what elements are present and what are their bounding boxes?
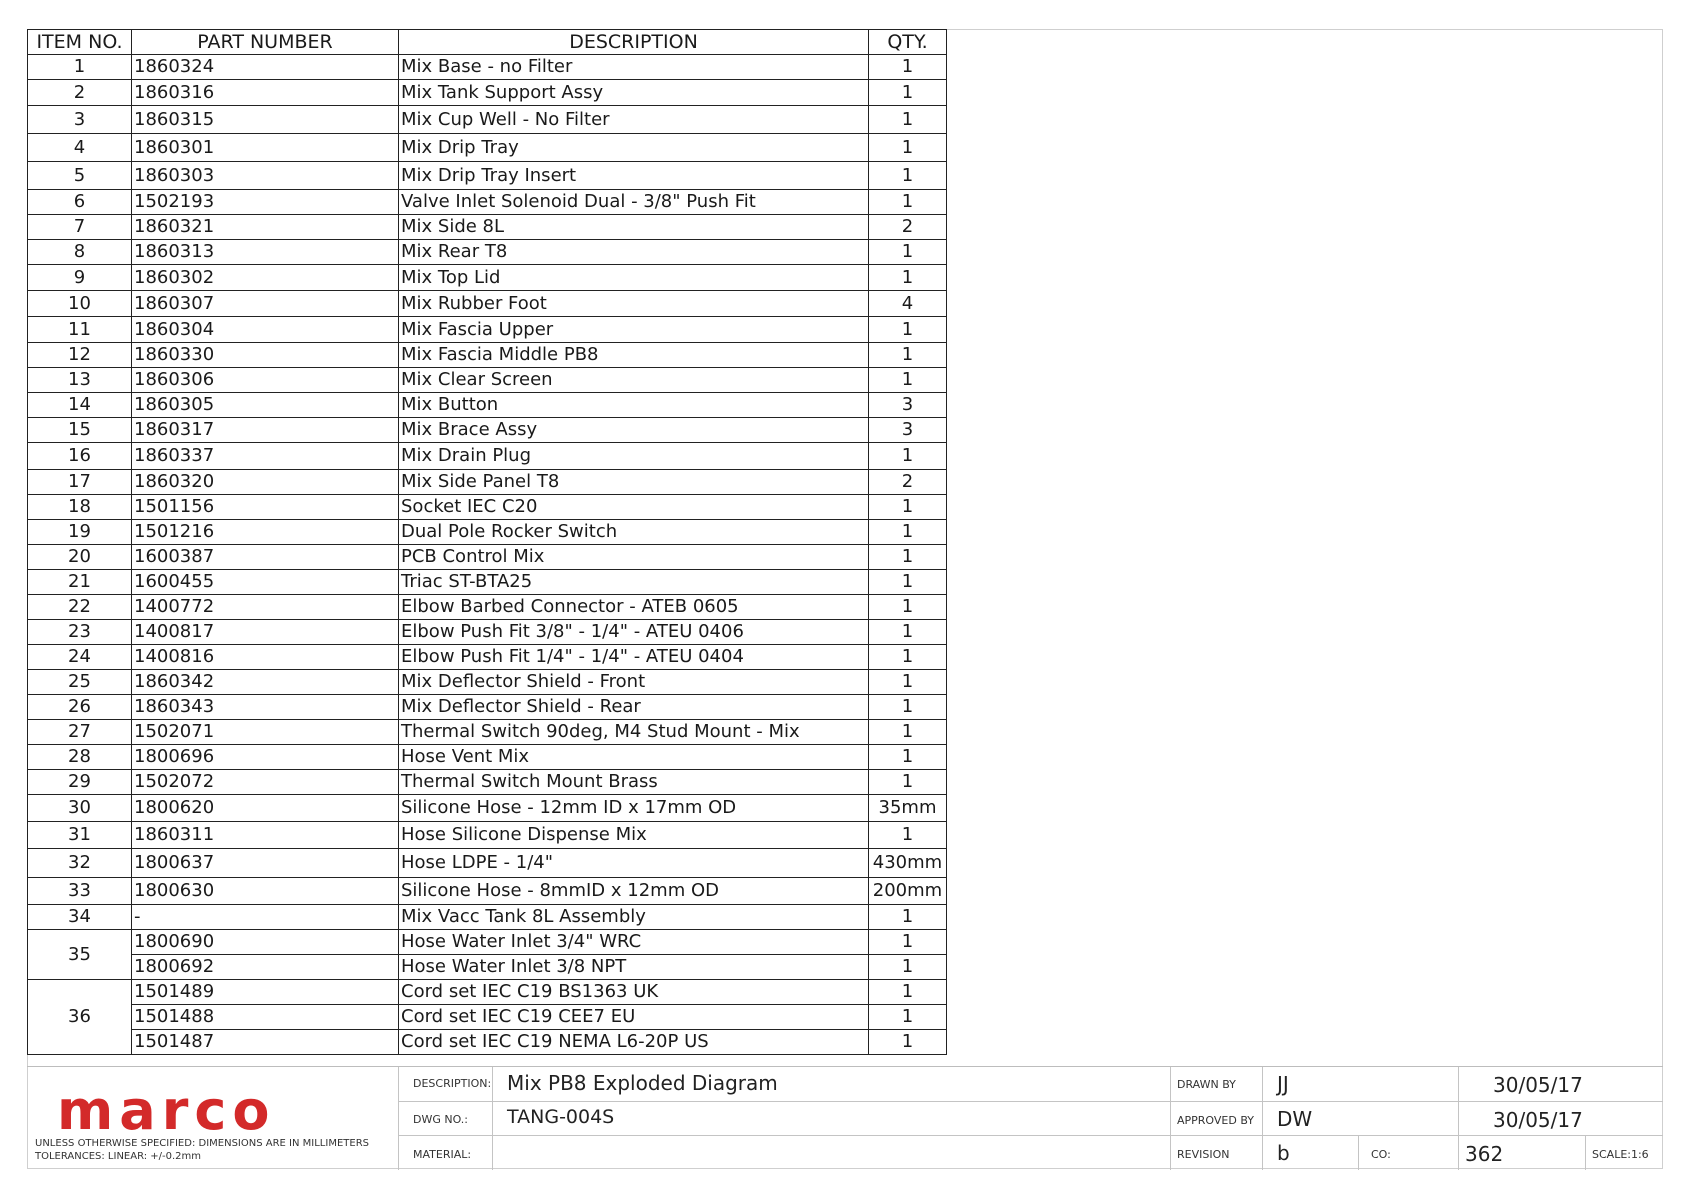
description-cell: Mix Rear T8 (399, 240, 869, 265)
qty-cell: 1 (869, 545, 947, 570)
item-no-cell: 3 (28, 106, 132, 134)
item-no-cell: 22 (28, 595, 132, 620)
item-no-cell: 1 (28, 55, 132, 80)
qty-cell: 35mm (869, 795, 947, 822)
part-number-cell: 1860305 (132, 393, 399, 418)
bill-of-materials-table (27, 29, 947, 1055)
table-row (28, 1005, 947, 1030)
description-cell: Mix Cup Well - No Filter (399, 106, 869, 134)
description-cell: Mix Top Lid (399, 265, 869, 291)
table-row (28, 905, 947, 930)
item-no-cell: 18 (28, 495, 132, 520)
part-number-cell: 1860330 (132, 343, 399, 368)
qty-cell: 1 (869, 1030, 947, 1055)
description-cell: Hose LDPE - 1/4" (399, 849, 869, 878)
qty-cell: 1 (869, 443, 947, 470)
qty-cell: 1 (869, 343, 947, 368)
part-number-cell: 1502193 (132, 190, 399, 215)
table-row (28, 520, 947, 545)
table-row (28, 670, 947, 695)
table-row (28, 955, 947, 980)
item-no-cell: 36 (28, 980, 132, 1055)
dwg-label-cell (398, 1101, 492, 1135)
qty-cell: 1 (869, 520, 947, 545)
scale-label: SCALE:1:6 (1592, 1148, 1649, 1161)
table-row (28, 545, 947, 570)
description-cell: Hose Silicone Dispense Mix (399, 822, 869, 849)
qty-cell: 430mm (869, 849, 947, 878)
table-row (28, 368, 947, 393)
item-no-cell: 7 (28, 215, 132, 240)
part-number-cell: 1860342 (132, 670, 399, 695)
qty-cell: 2 (869, 215, 947, 240)
qty-cell: 1 (869, 240, 947, 265)
description-label-cell (398, 1067, 492, 1101)
table-row (28, 849, 947, 878)
part-number-cell: 1860315 (132, 106, 399, 134)
part-number-cell: 1860337 (132, 443, 399, 470)
qty-cell: 200mm (869, 878, 947, 905)
item-no-cell: 2 (28, 80, 132, 106)
description-cell: Mix Deflector Shield - Front (399, 670, 869, 695)
table-row (28, 720, 947, 745)
qty-cell: 1 (869, 368, 947, 393)
item-no-cell: 9 (28, 265, 132, 291)
description-cell: Mix Deflector Shield - Rear (399, 695, 869, 720)
description-cell: Mix Rubber Foot (399, 291, 869, 317)
description-cell: Mix Fascia Upper (399, 317, 869, 343)
qty-cell: 1 (869, 822, 947, 849)
table-row (28, 930, 947, 955)
drawn-by-label: DRAWN BY (1177, 1078, 1236, 1091)
dwg-label: DWG NO.: (413, 1113, 469, 1126)
table-row (28, 822, 947, 849)
description-cell: Valve Inlet Solenoid Dual - 3/8" Push Fit (399, 190, 869, 215)
part-number-cell: 1800620 (132, 795, 399, 822)
table-row (28, 1030, 947, 1055)
item-no-cell: 15 (28, 418, 132, 443)
part-number-cell: 1800692 (132, 955, 399, 980)
table-row (28, 240, 947, 265)
item-no-cell: 31 (28, 822, 132, 849)
description-cell: Elbow Barbed Connector - ATEB 0605 (399, 595, 869, 620)
item-no-cell: 29 (28, 770, 132, 795)
item-no-cell: 14 (28, 393, 132, 418)
drawn-date-cell (1458, 1067, 1663, 1101)
table-row (28, 645, 947, 670)
part-number-cell: 1860311 (132, 822, 399, 849)
qty-cell: 1 (869, 190, 947, 215)
table-row (28, 343, 947, 368)
description-cell: Hose Water Inlet 3/8 NPT (399, 955, 869, 980)
qty-cell: 1 (869, 720, 947, 745)
part-number-cell: 1860306 (132, 368, 399, 393)
revision-label: REVISION (1177, 1148, 1230, 1161)
qty-cell: 1 (869, 1005, 947, 1030)
table-row (28, 55, 947, 80)
item-no-cell: 32 (28, 849, 132, 878)
drawn-by-label-cell (1170, 1067, 1262, 1101)
qty-cell: 1 (869, 265, 947, 291)
qty-cell: 3 (869, 418, 947, 443)
approved-date-cell (1458, 1101, 1663, 1135)
item-no-cell: 16 (28, 443, 132, 470)
part-number-cell: 1860303 (132, 162, 399, 190)
co-value: 362 (1465, 1142, 1504, 1166)
part-number-cell: 1800630 (132, 878, 399, 905)
table-row (28, 570, 947, 595)
material-label: MATERIAL: (413, 1148, 472, 1161)
qty-cell: 1 (869, 55, 947, 80)
part-number-cell: 1860301 (132, 134, 399, 162)
qty-cell: 1 (869, 570, 947, 595)
table-row (28, 418, 947, 443)
part-number-cell: 1400816 (132, 645, 399, 670)
table-row (28, 595, 947, 620)
table-row (28, 317, 947, 343)
item-no-cell: 17 (28, 470, 132, 495)
material-label-cell (398, 1135, 492, 1170)
qty-cell: 1 (869, 955, 947, 980)
item-no-cell: 35 (28, 930, 132, 980)
header-description: DESCRIPTION (399, 30, 869, 55)
scale-cell (1585, 1135, 1663, 1170)
revision-label-cell (1170, 1135, 1262, 1170)
qty-cell: 3 (869, 393, 947, 418)
table-row (28, 878, 947, 905)
description-cell: Elbow Push Fit 3/8" - 1/4" - ATEU 0406 (399, 620, 869, 645)
qty-cell: 1 (869, 162, 947, 190)
revision-value-cell (1262, 1135, 1358, 1170)
drawn-by-value: JJ (1277, 1072, 1289, 1096)
dwg-number: TANG-004S (507, 1106, 615, 1128)
part-number-cell: 1501216 (132, 520, 399, 545)
qty-cell: 1 (869, 620, 947, 645)
table-row (28, 265, 947, 291)
qty-cell: 1 (869, 595, 947, 620)
part-number-cell: 1860304 (132, 317, 399, 343)
item-no-cell: 8 (28, 240, 132, 265)
approved-date: 30/05/17 (1493, 1108, 1583, 1132)
description-cell: Silicone Hose - 8mmID x 12mm OD (399, 878, 869, 905)
description-cell: Cord set IEC C19 CEE7 EU (399, 1005, 869, 1030)
description-cell: Hose Vent Mix (399, 745, 869, 770)
description-cell: Mix Drain Plug (399, 443, 869, 470)
logo-section (27, 1067, 398, 1170)
company-logo: marco (57, 1079, 276, 1142)
qty-cell: 1 (869, 905, 947, 930)
description-cell: Mix Clear Screen (399, 368, 869, 393)
part-number-cell: 1800637 (132, 849, 399, 878)
qty-cell: 1 (869, 80, 947, 106)
part-number-cell: - (132, 905, 399, 930)
table-row (28, 470, 947, 495)
description-cell: Mix Drip Tray (399, 134, 869, 162)
item-no-cell: 33 (28, 878, 132, 905)
item-no-cell: 24 (28, 645, 132, 670)
part-number-cell: 1600455 (132, 570, 399, 595)
description-cell: Mix Vacc Tank 8L Assembly (399, 905, 869, 930)
description-cell: Dual Pole Rocker Switch (399, 520, 869, 545)
item-no-cell: 25 (28, 670, 132, 695)
qty-cell: 2 (869, 470, 947, 495)
description-cell: Socket IEC C20 (399, 495, 869, 520)
item-no-cell: 19 (28, 520, 132, 545)
drawn-date: 30/05/17 (1493, 1073, 1583, 1097)
description-cell: Mix Tank Support Assy (399, 80, 869, 106)
table-row (28, 190, 947, 215)
description-cell: Hose Water Inlet 3/4" WRC (399, 930, 869, 955)
part-number-cell: 1860313 (132, 240, 399, 265)
part-number-cell: 1400772 (132, 595, 399, 620)
table-row (28, 495, 947, 520)
description-label: DESCRIPTION: (413, 1077, 492, 1090)
item-no-cell: 5 (28, 162, 132, 190)
description-cell: Mix Drip Tray Insert (399, 162, 869, 190)
table-row (28, 443, 947, 470)
item-no-cell: 12 (28, 343, 132, 368)
part-number-cell: 1860324 (132, 55, 399, 80)
part-number-cell: 1860307 (132, 291, 399, 317)
co-label-cell (1358, 1135, 1458, 1170)
description-cell: Elbow Push Fit 1/4" - 1/4" - ATEU 0404 (399, 645, 869, 670)
item-no-cell: 11 (28, 317, 132, 343)
approved-by-label: APPROVED BY (1177, 1114, 1255, 1127)
part-number-cell: 1860316 (132, 80, 399, 106)
table-row (28, 215, 947, 240)
item-no-cell: 20 (28, 545, 132, 570)
revision-value: b (1277, 1141, 1290, 1165)
part-number-cell: 1501488 (132, 1005, 399, 1030)
part-number-cell: 1860343 (132, 695, 399, 720)
description-cell: Silicone Hose - 12mm ID x 17mm OD (399, 795, 869, 822)
part-number-cell: 1800696 (132, 745, 399, 770)
header-item-no: ITEM NO. (28, 30, 132, 55)
table-row (28, 134, 947, 162)
table-row (28, 980, 947, 1005)
qty-cell: 1 (869, 770, 947, 795)
qty-cell: 1 (869, 745, 947, 770)
description-cell: Cord set IEC C19 NEMA L6-20P US (399, 1030, 869, 1055)
qty-cell: 1 (869, 134, 947, 162)
description-cell: Mix Fascia Middle PB8 (399, 343, 869, 368)
part-number-cell: 1502071 (132, 720, 399, 745)
description-value: Mix PB8 Exploded Diagram (507, 1071, 778, 1095)
description-cell: Mix Side Panel T8 (399, 470, 869, 495)
part-number-cell: 1860320 (132, 470, 399, 495)
description-cell: Mix Brace Assy (399, 418, 869, 443)
notes-line-2: TOLERANCES: LINEAR: +/-0.2mm (35, 1151, 202, 1162)
part-number-cell: 1800690 (132, 930, 399, 955)
part-number-cell: 1860321 (132, 215, 399, 240)
item-no-cell: 26 (28, 695, 132, 720)
header-qty: QTY. (869, 30, 947, 55)
part-number-cell: 1501487 (132, 1030, 399, 1055)
description-cell: Mix Side 8L (399, 215, 869, 240)
table-row (28, 620, 947, 645)
qty-cell: 1 (869, 980, 947, 1005)
table-row (28, 795, 947, 822)
table-row (28, 745, 947, 770)
item-no-cell: 27 (28, 720, 132, 745)
table-row (28, 393, 947, 418)
qty-cell: 4 (869, 291, 947, 317)
qty-cell: 1 (869, 106, 947, 134)
qty-cell: 1 (869, 930, 947, 955)
drawn-by-value-cell (1262, 1067, 1458, 1101)
header-part-number: PART NUMBER (132, 30, 399, 55)
co-value-cell (1458, 1135, 1585, 1170)
qty-cell: 1 (869, 695, 947, 720)
qty-cell: 1 (869, 317, 947, 343)
part-number-cell: 1600387 (132, 545, 399, 570)
part-number-cell: 1860302 (132, 265, 399, 291)
item-no-cell: 10 (28, 291, 132, 317)
item-no-cell: 4 (28, 134, 132, 162)
qty-cell: 1 (869, 495, 947, 520)
table-row (28, 80, 947, 106)
description-cell: Triac ST-BTA25 (399, 570, 869, 595)
item-no-cell: 6 (28, 190, 132, 215)
table-row (28, 770, 947, 795)
description-cell: PCB Control Mix (399, 545, 869, 570)
co-label: CO: (1371, 1148, 1391, 1161)
description-value-cell (492, 1067, 1198, 1101)
item-no-cell: 28 (28, 745, 132, 770)
table-row (28, 106, 947, 134)
table-row (28, 162, 947, 190)
part-number-cell: 1501156 (132, 495, 399, 520)
part-number-cell: 1860317 (132, 418, 399, 443)
item-no-cell: 34 (28, 905, 132, 930)
part-number-cell: 1400817 (132, 620, 399, 645)
description-cell: Mix Button (399, 393, 869, 418)
dwg-value-cell (492, 1101, 1198, 1135)
material-value-cell (492, 1135, 1198, 1170)
description-cell: Thermal Switch 90deg, M4 Stud Mount - Mix (399, 720, 869, 745)
description-cell: Cord set IEC C19 BS1363 UK (399, 980, 869, 1005)
description-cell: Thermal Switch Mount Brass (399, 770, 869, 795)
part-number-cell: 1502072 (132, 770, 399, 795)
table-header-row (28, 30, 947, 55)
title-block (27, 1066, 1663, 1169)
approved-by-label-cell (1170, 1101, 1262, 1135)
notes-line-1: UNLESS OTHERWISE SPECIFIED: DIMENSIONS ARE IN MILLIMETERS (35, 1138, 369, 1149)
qty-cell: 1 (869, 645, 947, 670)
item-no-cell: 23 (28, 620, 132, 645)
approved-by-value: DW (1277, 1107, 1313, 1131)
item-no-cell: 13 (28, 368, 132, 393)
description-cell: Mix Base - no Filter (399, 55, 869, 80)
table-row (28, 695, 947, 720)
qty-cell: 1 (869, 670, 947, 695)
part-number-cell: 1501489 (132, 980, 399, 1005)
approved-by-value-cell (1262, 1101, 1458, 1135)
table-row (28, 291, 947, 317)
item-no-cell: 30 (28, 795, 132, 822)
item-no-cell: 21 (28, 570, 132, 595)
tolerance-notes (35, 1137, 369, 1163)
